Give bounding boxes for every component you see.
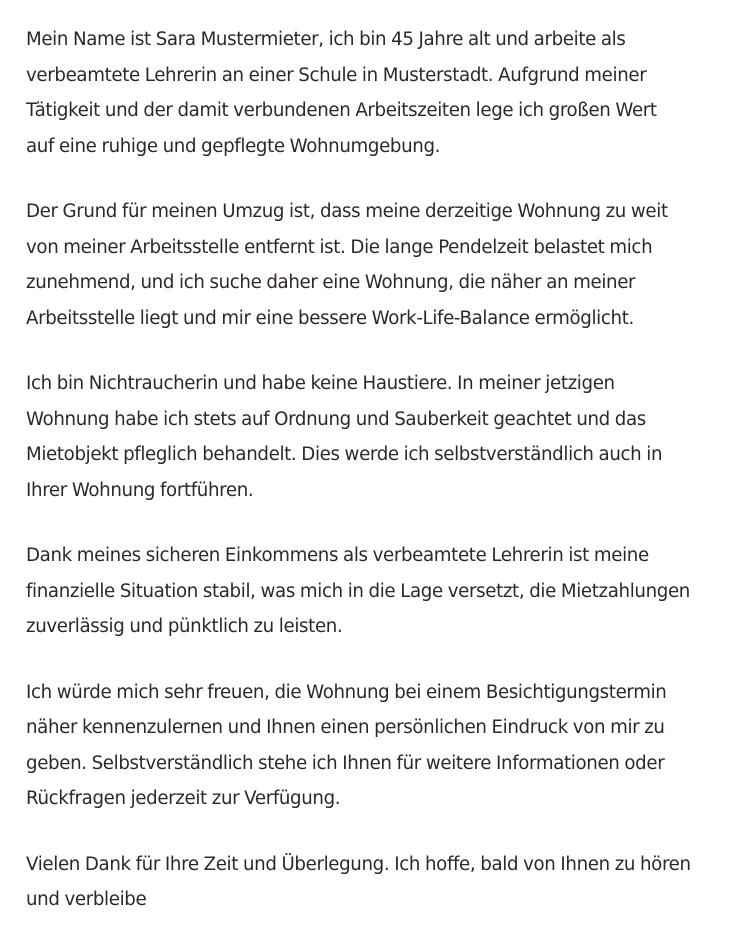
text-line: finanzielle Situation stabil, was mich in die Lage versetzt, die Mietzahlungen [26,580,690,602]
text-line: verbeamtete Lehrerin an einer Schule in Musterstadt. Aufgrund meiner [26,64,647,86]
text-line: auf eine ruhige und gepflegte Wohnumgebung. [26,135,441,157]
text-line: Ich bin Nichtraucherin und habe keine Haustiere. In meiner jetzigen [26,373,615,394]
text-line: näher kennenzulernen und Ihnen einen persönlichen Eindruck von mir zu [26,717,665,738]
text-line: Tätigkeit und der damit verbundenen Arbeitszeiten lege ich großen Wert [26,100,657,121]
paragraph-closing [26,847,726,918]
text-line: zunehmend, und ich suche daher eine Wohnung, die näher an meiner [26,272,636,293]
text-line: Vielen Dank für Ihre Zeit und Überlegung. Ich hoffe, bald von Ihnen zu hören [26,853,691,875]
text-line: von meiner Arbeitsstelle entfernt ist. Die lange Pendelzeit belastet mich [26,236,653,258]
text-line: Mietobjekt pfleglich behandelt. Dies werde ich selbstverständlich auch in [26,444,663,465]
text-line: Rückfragen jederzeit zur Verfügung. [26,788,341,809]
text-line: Ihrer Wohnung fortführen. [26,479,254,501]
text-line: zuverlässig und pünktlich zu leisten. [26,616,343,637]
text-line: Ich würde mich sehr freuen, die Wohnung bei einem Besichtigungstermin [26,681,667,703]
text-line: Arbeitsstelle liegt und mir eine bessere Work-Life-Balance ermöglicht. [26,307,634,329]
text-line: Der Grund für meinen Umzug ist, dass meine derzeitige Wohnung zu weit [26,201,668,222]
paragraph-reason-for-move [26,194,726,336]
text-line: Dank meines sicheren Einkommens als verbeamtete Lehrerin ist meine [26,545,649,566]
paragraph-personal-habits [26,366,726,508]
paragraph-viewing-request [26,675,726,817]
text-line: und verbleibe [26,889,147,910]
text-line: Mein Name ist Sara Mustermieter, ich bin 45 Jahre alt und arbeite als [26,29,626,50]
text-line: geben. Selbstverständlich stehe ich Ihnen für weitere Informationen oder [26,752,665,774]
letter-body [26,22,726,948]
paragraph-financial-situation [26,538,726,645]
paragraph-introduction [26,22,726,164]
text-line: Wohnung habe ich stets auf Ordnung und Sauberkeit geachtet und das [26,408,646,430]
